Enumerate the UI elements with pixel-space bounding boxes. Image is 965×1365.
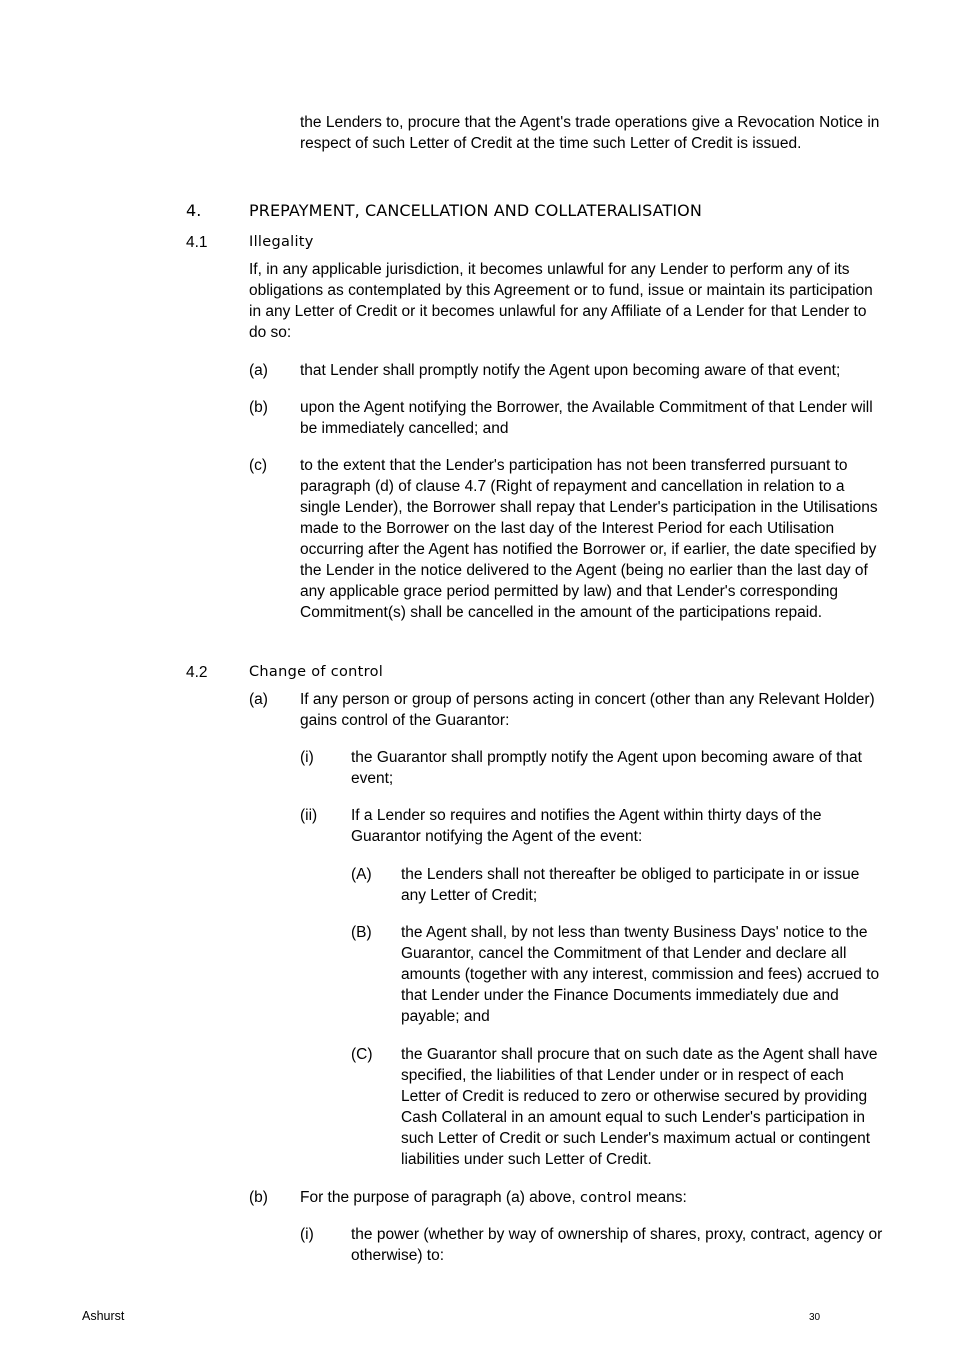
subsubitem-label: (B) (351, 924, 372, 941)
item-label: (a) (249, 691, 268, 708)
subitem-label: (i) (300, 749, 314, 766)
defined-term: control (580, 1190, 632, 1206)
subsubitem-text: the Agent shall, by not less than twenty Business Days' notice to the Guarantor, cancel the Commitment of that Lender and declare all amounts (together with any interest, commission and fees) accrued to that Lender under the Finance Documents immediately due and payable; and (401, 924, 880, 1025)
definition-lead: For the purpose of paragraph (a) above, (300, 1189, 576, 1206)
item-text (300, 1187, 885, 1209)
subitem-text: the power (whether by way of ownership of shares, proxy, contract, agency or otherwise) to: (351, 1226, 883, 1264)
section-number: 4. (186, 201, 202, 220)
subitem-text: If a Lender so requires and notifies the Agent within thirty days of the Guarantor notifying the Agent of the event: (351, 807, 822, 845)
subitem-label: (ii) (300, 807, 318, 824)
clause-4-1-intro: If, in any applicable jurisdiction, it becomes unlawful for any Lender to perform any of its obligations as contemplated by this Agreement or to fund, issue or maintain its participation in any Letter of Credit or it becomes unlawful for any Affiliate of a Lender for that Lender to do so: (249, 261, 873, 341)
subsubitem-label: (A) (351, 866, 372, 883)
item-label: (b) (249, 1189, 268, 1206)
subsubitem-text: the Guarantor shall procure that on such date as the Agent shall have specified, the liabilities of that Lender under or in respect of each Letter of Credit is reduced to zero or otherwise secured by providing Cash Collateral in an amount equal to such Lender's participation in such Letter of Credit or such Lender's maximum actual or contingent liabilities under such Letter of Credit. (401, 1046, 878, 1168)
subitem-label: (i) (300, 1226, 314, 1243)
subsubitem-label: (C) (351, 1046, 373, 1063)
item-text: to the extent that the Lender's participation has not been transferred pursuant to paragraph (d) of clause 4.7 (Right of repayment and cancellation in relation to a single Lender), the Borrower shall repay that Lender's participation in the Utilisations made to the Borrower on the last day of the Interest Period for each Utilisation occurring after the Agent has notified the Borrower or, if earlier, the date specified by the Lender in the notice delivered to the Agent (being no earlier than the last day of any applicable grace period permitted by law) and that Lender's corresponding Commitment(s) shall be cancelled in the amount of the participations repaid. (300, 457, 878, 621)
definition-tail: means: (636, 1189, 687, 1206)
clause-4-1-title: Illegality (249, 234, 314, 250)
continuation-paragraph: the Lenders to, procure that the Agent's trade operations give a Revocation Notice in respect of such Letter of Credit at the time such Letter of Credit is issued. (300, 114, 880, 152)
clause-4-2-title: Change of control (249, 664, 384, 680)
item-text: If any person or group of persons acting in concert (other than any Relevant Holder) gains control of the Guarantor: (300, 691, 875, 729)
item-text: upon the Agent notifying the Borrower, the Available Commitment of that Lender will be immediately cancelled; and (300, 399, 873, 437)
item-text: that Lender shall promptly notify the Agent upon becoming aware of that event; (300, 362, 841, 379)
clause-4-2-number: 4.2 (186, 664, 208, 681)
item-label: (c) (249, 457, 268, 474)
item-label: (b) (249, 399, 268, 416)
footer-page-number: 30 (809, 1312, 821, 1323)
subsubitem-text: the Lenders shall not thereafter be obliged to participate in or issue any Letter of Credit; (401, 866, 860, 904)
subitem-text: the Guarantor shall promptly notify the Agent upon becoming aware of that event; (351, 749, 862, 787)
clause-4-1-number: 4.1 (186, 234, 208, 251)
footer-firm-name: Ashurst (82, 1309, 125, 1323)
section-title: PREPAYMENT, CANCELLATION AND COLLATERALISATION (249, 201, 702, 220)
item-label: (a) (249, 362, 268, 379)
